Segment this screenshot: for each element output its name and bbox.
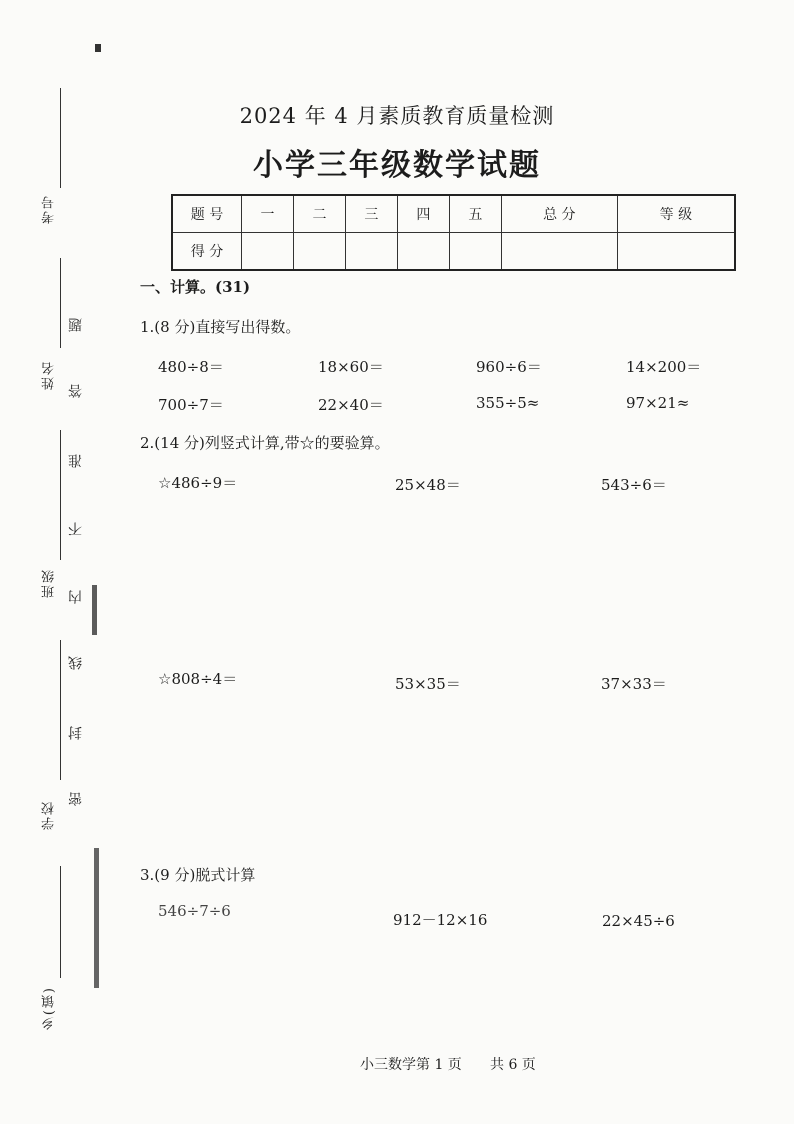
school-label: 学校 — [42, 800, 57, 830]
q1-item: 480÷8＝ — [158, 358, 224, 376]
score-table-cell: 题 号 — [172, 195, 242, 233]
seal-char: 准 — [68, 454, 84, 468]
q3-item: 22×45÷6 — [602, 912, 675, 930]
name-line — [60, 258, 61, 348]
q1-item: 700÷7＝ — [158, 396, 224, 414]
name-label: 姓名 — [42, 360, 57, 390]
score-table-cell: 三 — [345, 195, 397, 233]
q1-item: 355÷5≈ — [476, 394, 540, 412]
score-table — [171, 194, 736, 271]
score-table-cell: 等 级 — [617, 195, 735, 233]
score-table-cell: 得 分 — [172, 233, 242, 271]
scan-mark — [94, 848, 99, 988]
score-input-cell[interactable] — [617, 233, 735, 271]
page-number: 小三数学第 1 页 — [360, 1057, 462, 1073]
q3-item: 912－12×16 — [393, 911, 488, 929]
q2-item: 543÷6＝ — [601, 476, 667, 494]
score-input-cell[interactable] — [501, 233, 617, 271]
q1-item: 18×60＝ — [318, 358, 384, 376]
class-line — [60, 430, 61, 560]
score-input-cell[interactable] — [397, 233, 449, 271]
seal-char: 答 — [68, 384, 84, 398]
exam-subtitle: 小学三年级数学试题 — [253, 148, 541, 183]
q2-item: 37×33＝ — [601, 675, 667, 693]
scan-mark — [92, 585, 97, 635]
seal-char: 密 — [68, 792, 84, 806]
question-3-prompt: 3.(9 分)脱式计算 — [140, 866, 256, 884]
score-input-cell[interactable] — [345, 233, 397, 271]
seal-char: 不 — [68, 522, 84, 536]
town-line — [60, 866, 61, 978]
seal-char: 题 — [68, 318, 84, 332]
score-table-cell: 一 — [242, 195, 294, 233]
score-table-cell: 二 — [293, 195, 345, 233]
q1-item: 14×200＝ — [626, 358, 702, 376]
q2-item: 25×48＝ — [395, 476, 461, 494]
q2-item: 53×35＝ — [395, 675, 461, 693]
score-input-cell[interactable] — [293, 233, 345, 271]
exam-no-label: 考号 — [42, 194, 57, 224]
score-input-cell[interactable] — [242, 233, 294, 271]
q1-item: 97×21≈ — [626, 394, 690, 412]
seal-char: 内 — [68, 590, 84, 604]
score-table-header-row — [172, 195, 735, 233]
score-table-cell: 五 — [449, 195, 501, 233]
school-line — [60, 640, 61, 780]
q1-item: 960÷6＝ — [476, 358, 542, 376]
score-table-score-row — [172, 233, 735, 271]
q3-item: 546÷7÷6 — [158, 902, 231, 920]
seal-char: 封 — [68, 726, 84, 740]
score-table-cell: 总 分 — [501, 195, 617, 233]
page-total: 共 6 页 — [490, 1057, 536, 1073]
q2-item: ☆486÷9＝ — [158, 474, 238, 492]
section-heading: 一、计算。(31) — [140, 278, 251, 296]
scan-mark — [95, 44, 101, 52]
question-2-prompt: 2.(14 分)列竖式计算,带☆的要验算。 — [140, 434, 390, 452]
q2-item: ☆808÷4＝ — [158, 670, 238, 688]
score-table-cell: 四 — [397, 195, 449, 233]
q1-item: 22×40＝ — [318, 396, 384, 414]
exam-title: 2024 年 4 月素质教育质量检测 — [239, 104, 555, 128]
question-1-prompt: 1.(8 分)直接写出得数。 — [140, 318, 301, 336]
score-input-cell[interactable] — [449, 233, 501, 271]
class-label: 班级 — [42, 568, 57, 598]
seal-char: 线 — [68, 656, 84, 670]
town-label: 乡(镇) — [42, 986, 57, 1031]
